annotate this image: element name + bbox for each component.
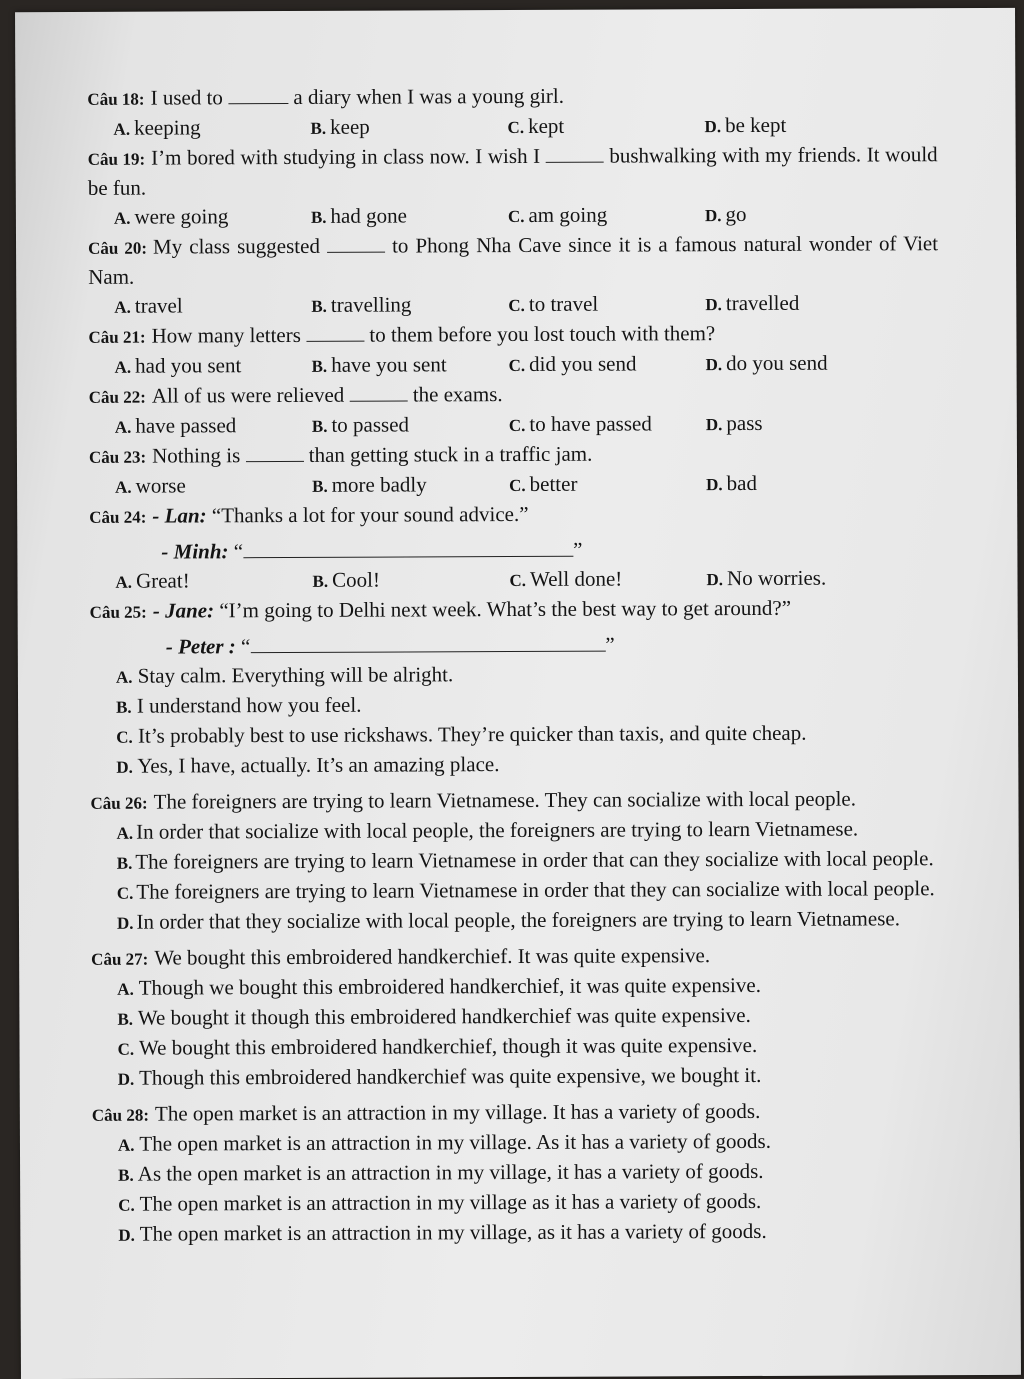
question-text-after: bushwalking with my friends. It would be fun. — [87, 142, 938, 200]
answer-blank — [228, 87, 288, 104]
option-a: A. Great! — [115, 568, 190, 593]
option-c: C. The open market is an attraction in my village as it has a variety of goods. — [118, 1188, 762, 1216]
options-row — [115, 563, 939, 597]
question-21 — [88, 318, 938, 352]
answer-blank — [546, 146, 604, 163]
option-c: C. am going — [507, 202, 608, 227]
question-text-after: than getting stuck in a traffic jam. — [308, 441, 593, 467]
option-b: B. Cool! — [312, 567, 380, 592]
question-text-before: I used to — [150, 85, 223, 110]
option-d: D. be kept — [704, 112, 787, 138]
question-text-after: the exams. — [412, 382, 503, 407]
option-b: B. to passed — [311, 412, 410, 437]
option-a: A. were going — [113, 204, 229, 229]
option-d: D. Yes, I have, actually. It’s an amazing place. — [116, 752, 500, 778]
option-c: C. to have passed — [508, 411, 652, 436]
question-number: Câu 24: — [89, 507, 147, 527]
speaker-jane: - Jane: — [152, 598, 215, 623]
question-24 — [89, 498, 939, 532]
options-row — [113, 110, 937, 144]
option-b: B. I understand how you feel. — [116, 692, 362, 718]
question-text-before: My class suggested — [152, 233, 320, 259]
question-27 — [91, 940, 941, 974]
question-23 — [89, 438, 939, 472]
question-text-after: to Phong Nha Cave since it is a famous natural wonder of Viet Nam. — [88, 231, 939, 289]
option-a: A. had you sent — [114, 353, 242, 378]
option-d: D. The open market is an attraction in my village, as it has a variety of goods. — [118, 1218, 767, 1246]
question-number: Câu 28: — [91, 1105, 150, 1125]
question-number: Câu 25: — [89, 602, 147, 622]
question-text-before: Nothing is — [152, 443, 241, 468]
question-number: Câu 19: — [87, 149, 146, 169]
paper-sheet — [15, 8, 1021, 1379]
question-number: Câu 21: — [88, 327, 146, 347]
option-c: C. We bought this embroidered handkerchief, though it was quite expensive. — [117, 1032, 758, 1060]
option-d: D. Though this embroidered handkerchief was quite expensive, we bought it. — [117, 1062, 762, 1090]
option-d: D. pass — [705, 410, 763, 436]
option-b: B. more badly — [312, 472, 427, 497]
option-b: B. We bought it though this embroidered handkerchief was quite expensive. — [117, 1002, 751, 1030]
answer-blank — [243, 540, 573, 558]
option-c: C. did you send — [508, 351, 637, 376]
option-b: B. The foreigners are trying to learn Vietnamese in order that can they socialize with local people. — [116, 846, 934, 874]
option-a: A. In order that socialize with local people, the foreigners are trying to learn Vietnamese. — [116, 816, 859, 844]
answer-blank — [250, 635, 605, 654]
answer-blank — [327, 236, 385, 253]
dialog-line: “Thanks a lot for your sound advice.” — [211, 501, 529, 528]
speaker-minh: - Minh: — [161, 539, 229, 564]
question-28 — [92, 1096, 942, 1130]
question-number: Câu 26: — [90, 793, 148, 813]
dialog-response: - Minh: “ ” — [161, 537, 583, 564]
exam-content — [87, 80, 942, 1250]
options-row — [115, 408, 939, 442]
question-number: Câu 18: — [87, 89, 145, 109]
speaker-lan: - Lan: — [152, 503, 207, 528]
question-text-before: I’m bored with studying in class now. I wish I — [151, 143, 541, 170]
question-text-after: to them before you lost touch with them? — [369, 321, 716, 347]
question-number: Câu 22: — [88, 387, 146, 407]
question-25 — [90, 593, 940, 627]
dialog-line: “I’m going to Delhi next week. What’s the best way to get around?” — [219, 595, 792, 623]
option-b: B. have you sent — [311, 352, 447, 377]
question-18 — [87, 80, 937, 114]
question-stem: The foreigners are trying to learn Vietnamese. They can socialize with local people. — [153, 786, 857, 814]
option-c: C. Well done! — [509, 566, 623, 591]
dialog-response: - Peter : “ ” — [165, 632, 615, 659]
question-stem: We bought this embroidered handkerchief. It was quite expensive. — [154, 943, 711, 970]
option-a: A. Though we bought this embroidered handkerchief, it was quite expensive. — [117, 972, 761, 1000]
option-c: C. to travel — [508, 291, 599, 316]
question-text-before: How many letters — [151, 322, 301, 348]
option-c: C. better — [509, 471, 578, 496]
answer-blank — [306, 325, 364, 342]
option-b: B. keep — [310, 114, 370, 139]
question-text-before: All of us were relieved — [151, 382, 345, 408]
speaker-peter: - Peter : — [165, 634, 236, 659]
option-a: A. have passed — [114, 413, 237, 438]
question-26 — [90, 784, 940, 818]
question-text-after: a diary when I was a young girl. — [293, 83, 565, 109]
option-d: D. bad — [706, 470, 757, 496]
option-b: B. had gone — [310, 203, 407, 228]
options-row — [114, 288, 938, 322]
option-a: A. The open market is an attraction in my village. As it has a variety of goods. — [117, 1128, 772, 1156]
option-d: D. go — [704, 201, 747, 227]
options-row — [115, 348, 939, 382]
option-d: D. do you send — [705, 350, 828, 376]
question-number: Câu 23: — [88, 447, 147, 467]
question-22 — [89, 378, 939, 412]
option-b: B. As the open market is an attraction in my village, it has a variety of goods. — [118, 1158, 764, 1186]
option-a: A. Stay calm. Everything will be alright. — [115, 662, 454, 688]
question-number: Câu 20: — [88, 238, 148, 258]
option-d: D. travelled — [705, 290, 800, 316]
options-row — [115, 468, 939, 502]
answer-blank — [245, 445, 303, 462]
answer-blank — [349, 384, 407, 401]
options-row — [114, 199, 938, 233]
option-b: B. travelling — [311, 292, 412, 317]
option-c: C. The foreigners are trying to learn Vietnamese in order that they can socialize with local people. — [116, 876, 935, 904]
question-20 — [88, 229, 938, 292]
question-19 — [88, 140, 938, 203]
question-number: Câu 27: — [91, 949, 149, 969]
option-c: C. kept — [507, 113, 565, 138]
option-a: A. travel — [114, 293, 183, 318]
option-a: A. worse — [115, 473, 186, 498]
option-a: A. keeping — [113, 115, 201, 140]
option-d: D. In order that they socialize with local people, the foreigners are trying to learn Vietnamese. — [116, 906, 900, 934]
option-c: C. It’s probably best to use rickshaws. They’re quicker than taxis, and quite cheap. — [116, 720, 807, 748]
question-stem: The open market is an attraction in my village. It has a variety of goods. — [154, 1098, 761, 1126]
option-d: D. No worries. — [706, 565, 827, 591]
